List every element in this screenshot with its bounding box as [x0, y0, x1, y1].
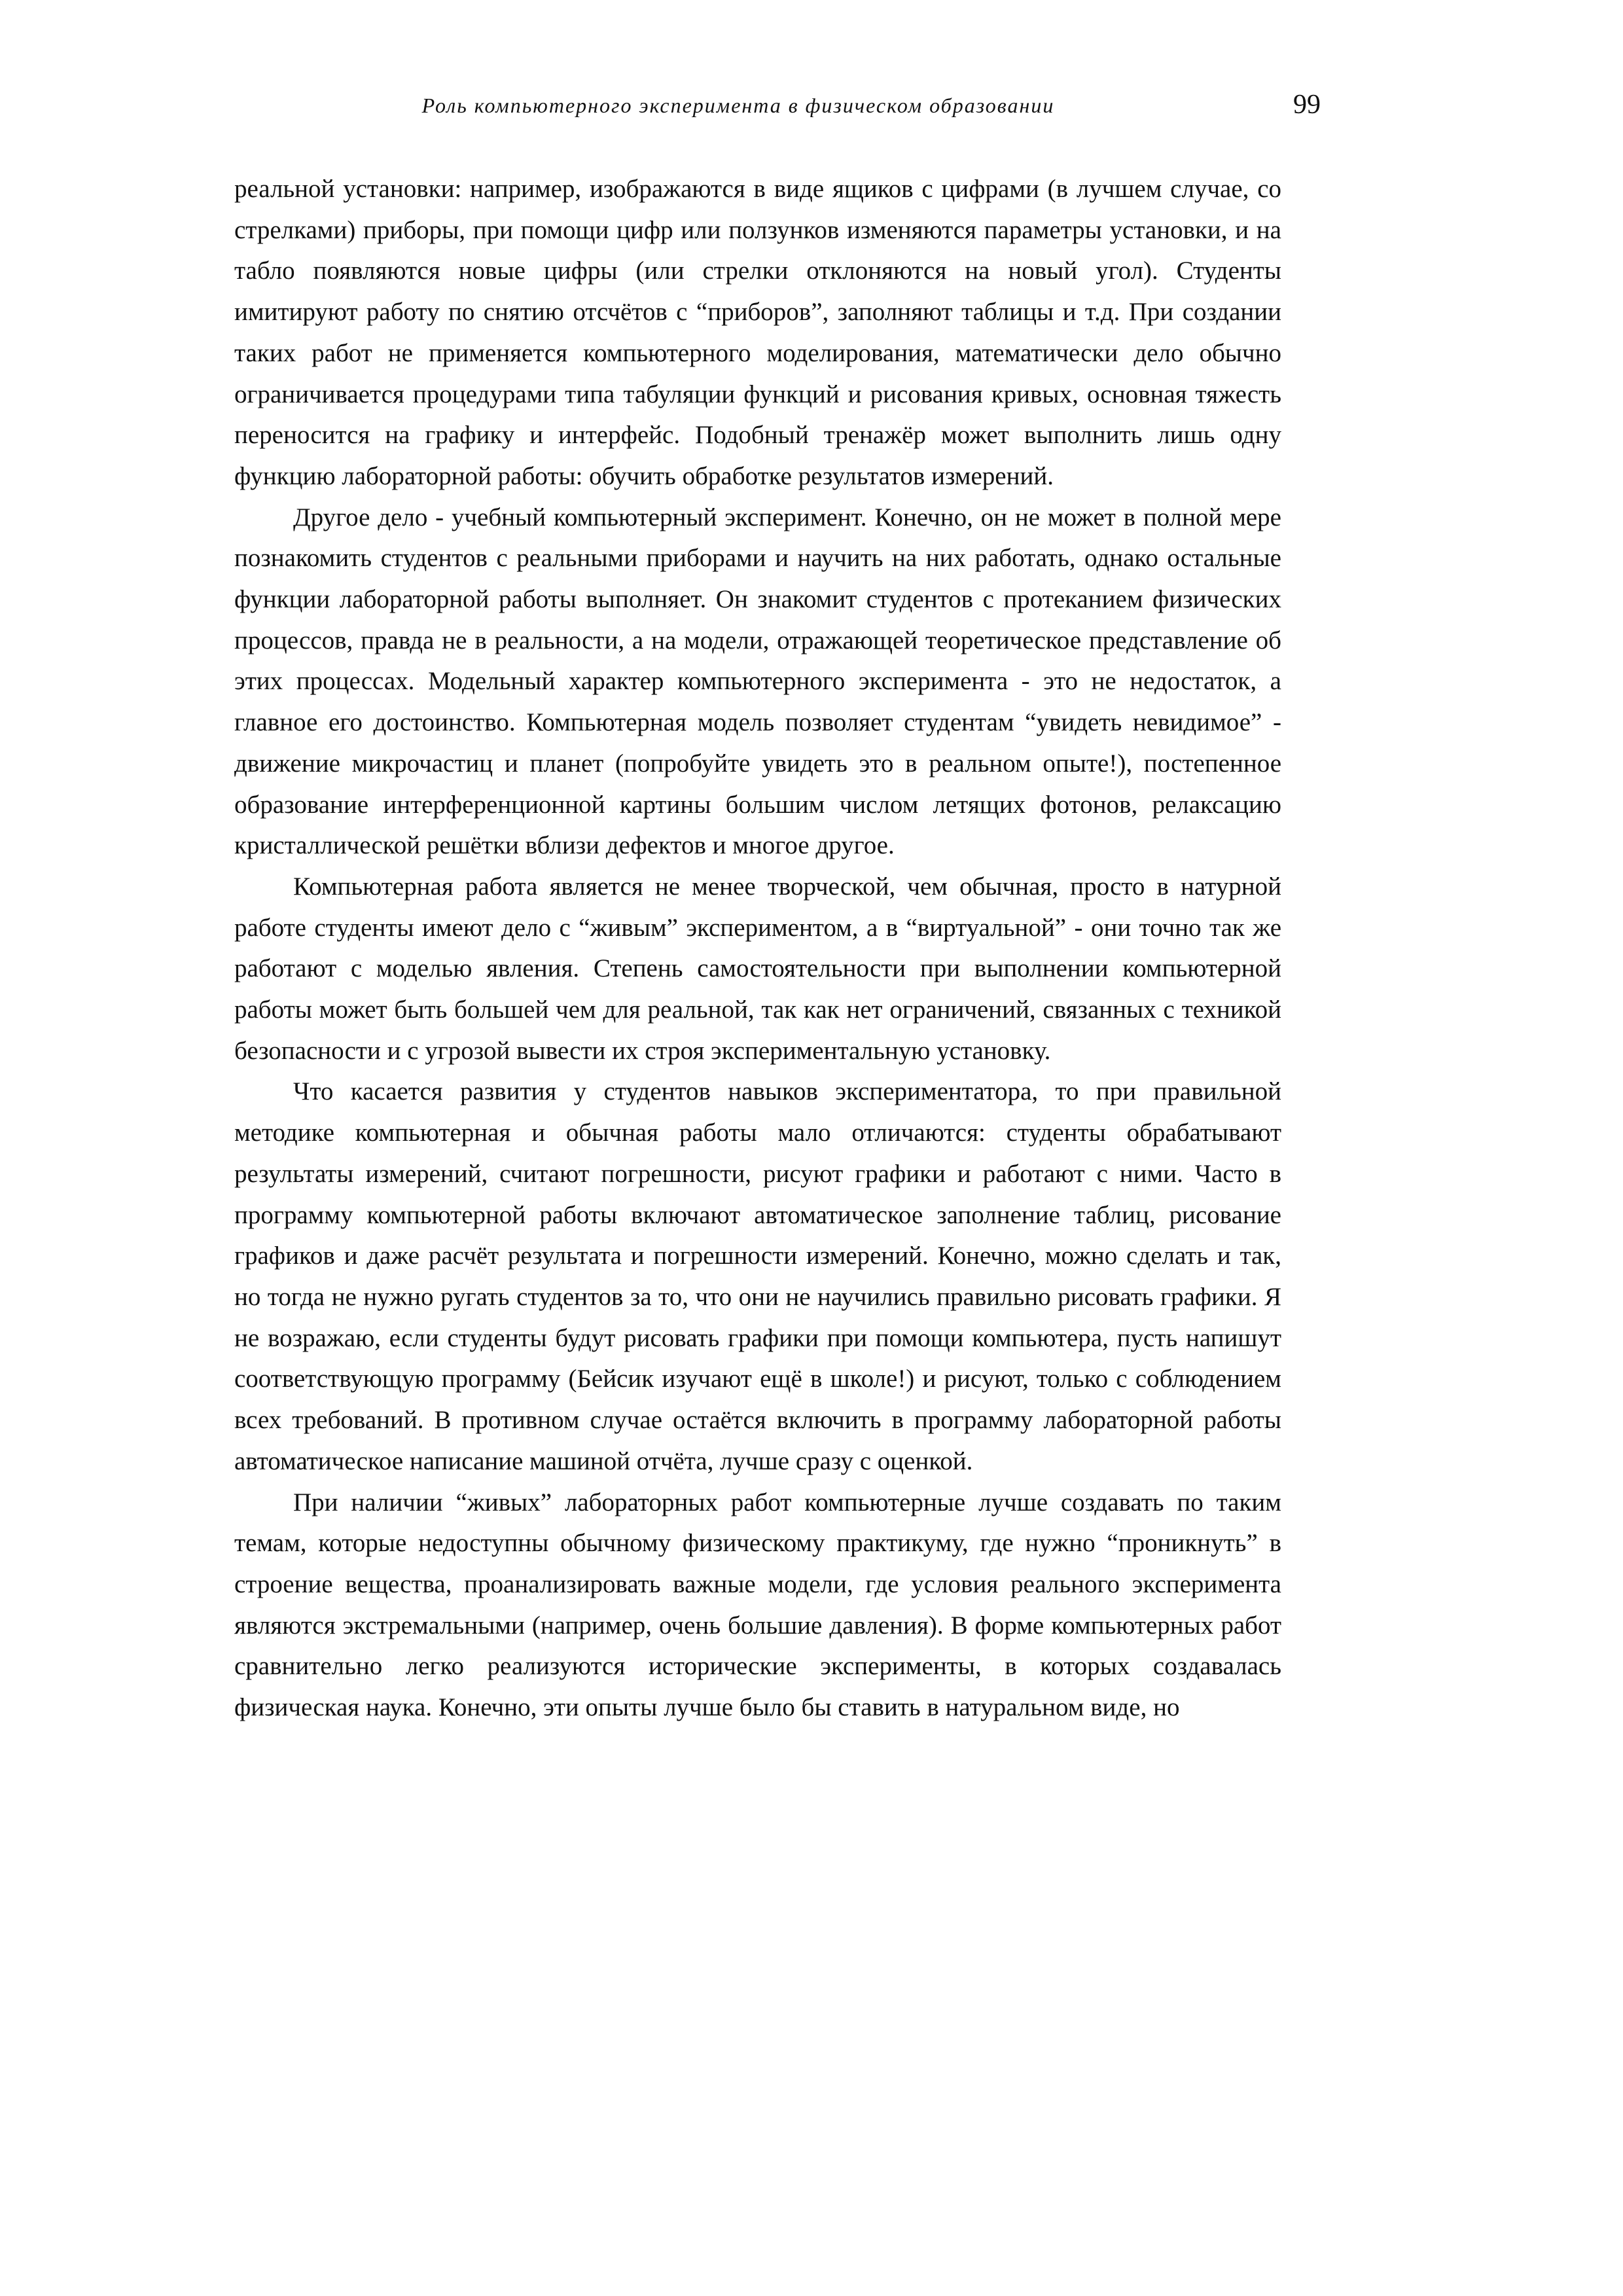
- paragraph: Компьютерная работа является не менее творческой, чем обычная, просто в натурной работе студенты имеют дело с “живым” экспериментом, а в “виртуальной” - они точно так же работают с моделью явления. Степень самостоятельности при выполнении компьютерной работы может быть большей чем для реальной, так как нет ограничений, связанных с техникой безопасности и с угрозой вывести их строя экспериментальную установку.: [234, 872, 1281, 1065]
- body-text: [234, 169, 1281, 1729]
- running-head: [234, 89, 1321, 128]
- paragraph: Что касается развития у студентов навыков экспериментатора, то при правильной методике компьютерная и обычная работы мало отличаются: студенты обрабатывают результаты измерений, считают погрешности, рисуют графики и работают с ними. Часто в программу компьютерной работы включают автоматическое заполнение таблиц, рисование графиков и даже расчёт результата и погрешности измерений. Конечно, можно сделать и так, но тогда не нужно ругать студентов за то, что они не научились правильно рисовать графики. Я не возражаю, если студенты будут рисовать графики при помощи компьютера, пусть напишут соответствующую программу (Бейсик изучают ещё в школе!) и рисуют, только с соблюдением всех требований. В противном случае остаётся включить в программу лабораторной работы автоматическое написание машиной отчёта, лучше сразу с оценкой.: [234, 1077, 1281, 1475]
- page-number: 99: [1293, 90, 1321, 120]
- paragraph: При наличии “живых” лабораторных работ компьютерные лучше создавать по таким темам, которые недоступны обычному физическому практикуму, где нужно “проникнуть” в строение вещества, проанализировать важные модели, где условия реального эксперимента являются экстремальными (например, очень большие давления). В форме компьютерных работ сравнительно легко реализуются исторические эксперименты, в которых создавалась физическая наука. Конечно, эти опыты лучше было бы ставить в натуральном виде, но: [234, 1488, 1281, 1722]
- running-title: Роль компьютерного эксперимента в физическом образовании: [421, 94, 1055, 117]
- paragraph-continuation: реальной установки: например, изображаются в виде ящиков с цифрами (в лучшем случае, со стрелками) приборы, при помощи цифр или ползунков изменяются параметры установки, и на табло появляются новые цифры (или стрелки отклоняются на новый угол). Студенты имитируют работу по снятию отсчётов с “приборов”, заполняют таблицы и т.д. При создании таких работ не применяется компьютерного моделирования, математически дело обычно ограничивается процедурами типа табуляции функций и рисования кривых, основная тяжесть переносится на графику и интерфейс. Подобный тренажёр может выполнить лишь одну функцию лабораторной работы: обучить обработке результатов измерений.: [234, 175, 1281, 490]
- paragraph: Другое дело - учебный компьютерный эксперимент. Конечно, он не может в полной мере познакомить студентов с реальными приборами и научить на них работать, однако остальные функции лабораторной работы выполняет. Он знакомит студентов с протеканием физических процессов, правда не в реальности, а на модели, отражающей теоретическое представление об этих процессах. Модельный характер компьютерного эксперимента - это не недостаток, а главное его достоинство. Компьютерная модель позволяет студентам “увидеть невидимое” - движение микрочастиц и планет (попробуйте увидеть это в реальном опыте!), постепенное образование интерференционной картины большим числом летящих фотонов, релаксацию кристаллической решётки вблизи дефектов и многое другое.: [234, 503, 1281, 860]
